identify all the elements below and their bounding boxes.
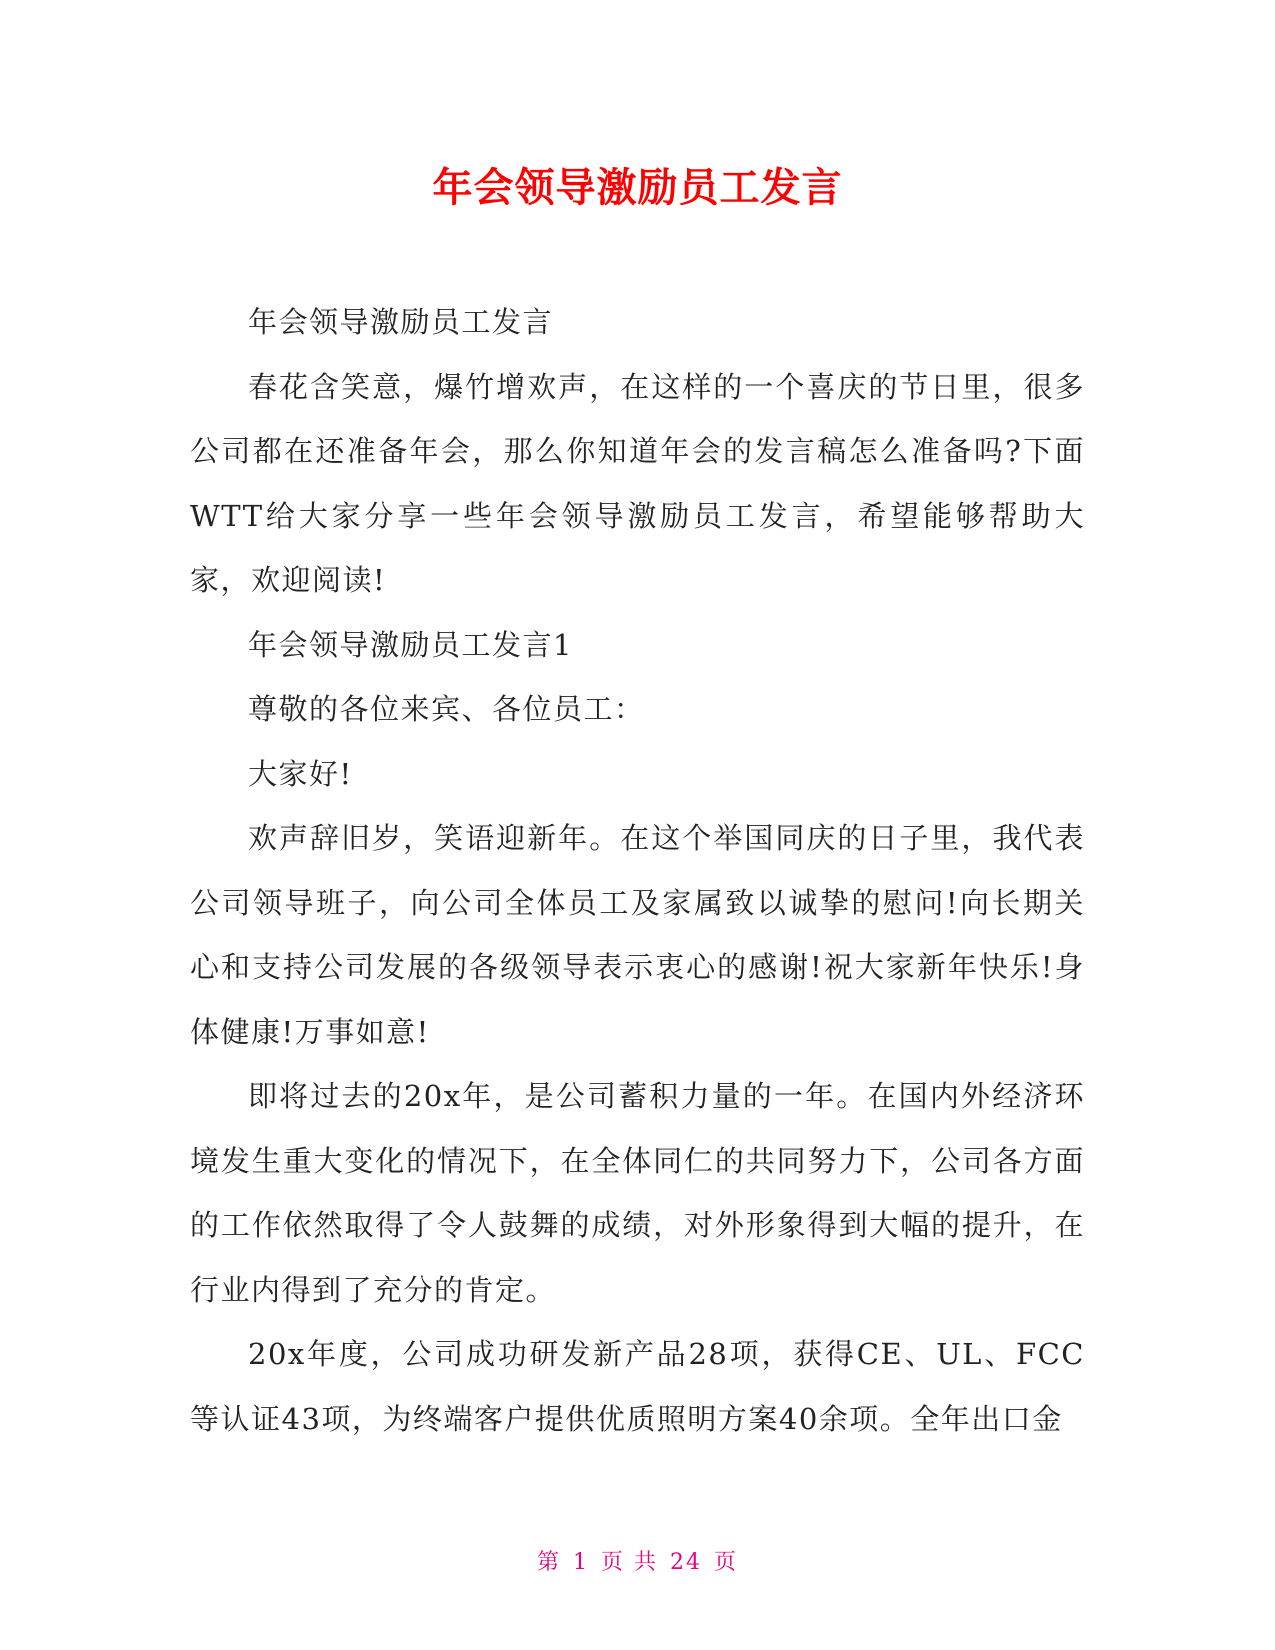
paragraph: 大家好!	[248, 756, 353, 791]
document-title: 年会领导激励员工发言	[432, 165, 843, 211]
footer-middle: 页 共	[601, 1550, 658, 1575]
footer-prefix: 第	[536, 1550, 561, 1575]
paragraph: 20x年度，公司成功研发新产品28项，获得CE、UL、FCC等认证43项，为终端客户提供优质照明方案40余项。全年出口金	[190, 1337, 1085, 1436]
footer-total-pages: 24	[670, 1550, 702, 1575]
paragraph: 尊敬的各位来宾、各位员工：	[248, 692, 645, 726]
paragraph: 欢声辞旧岁，笑语迎新年。在这个举国同庆的日子里，我代表公司领导班子，向公司全体员工及家属致以诚挚的慰问!向长期关心和支持公司发展的各级领导表示衷心的感谢!祝大家新年快乐!身体健康!万事如意!	[190, 821, 1085, 1049]
footer-suffix: 页	[714, 1550, 739, 1575]
paragraph: 春花含笑意，爆竹增欢声，在这样的一个喜庆的节日里，很多公司都在还准备年会，那么你知道年会的发言稿怎么准备吗?下面WTT给大家分享一些年会领导激励员工发言，希望能够帮助大家，欢迎阅读!	[190, 369, 1085, 597]
page-footer	[0, 1548, 1275, 1578]
document-body	[190, 290, 1085, 1451]
paragraph: 年会领导激励员工发言1	[248, 627, 573, 662]
footer-page-number: 1	[573, 1550, 589, 1575]
paragraph: 即将过去的20x年，是公司蓄积力量的一年。在国内外经济环境发生重大变化的情况下，在全体同仁的共同努力下，公司各方面的工作依然取得了令人鼓舞的成绩，对外形象得到大幅的提升，在行业内得到了充分的肯定。	[190, 1079, 1085, 1307]
paragraph: 年会领导激励员工发言	[248, 305, 554, 339]
